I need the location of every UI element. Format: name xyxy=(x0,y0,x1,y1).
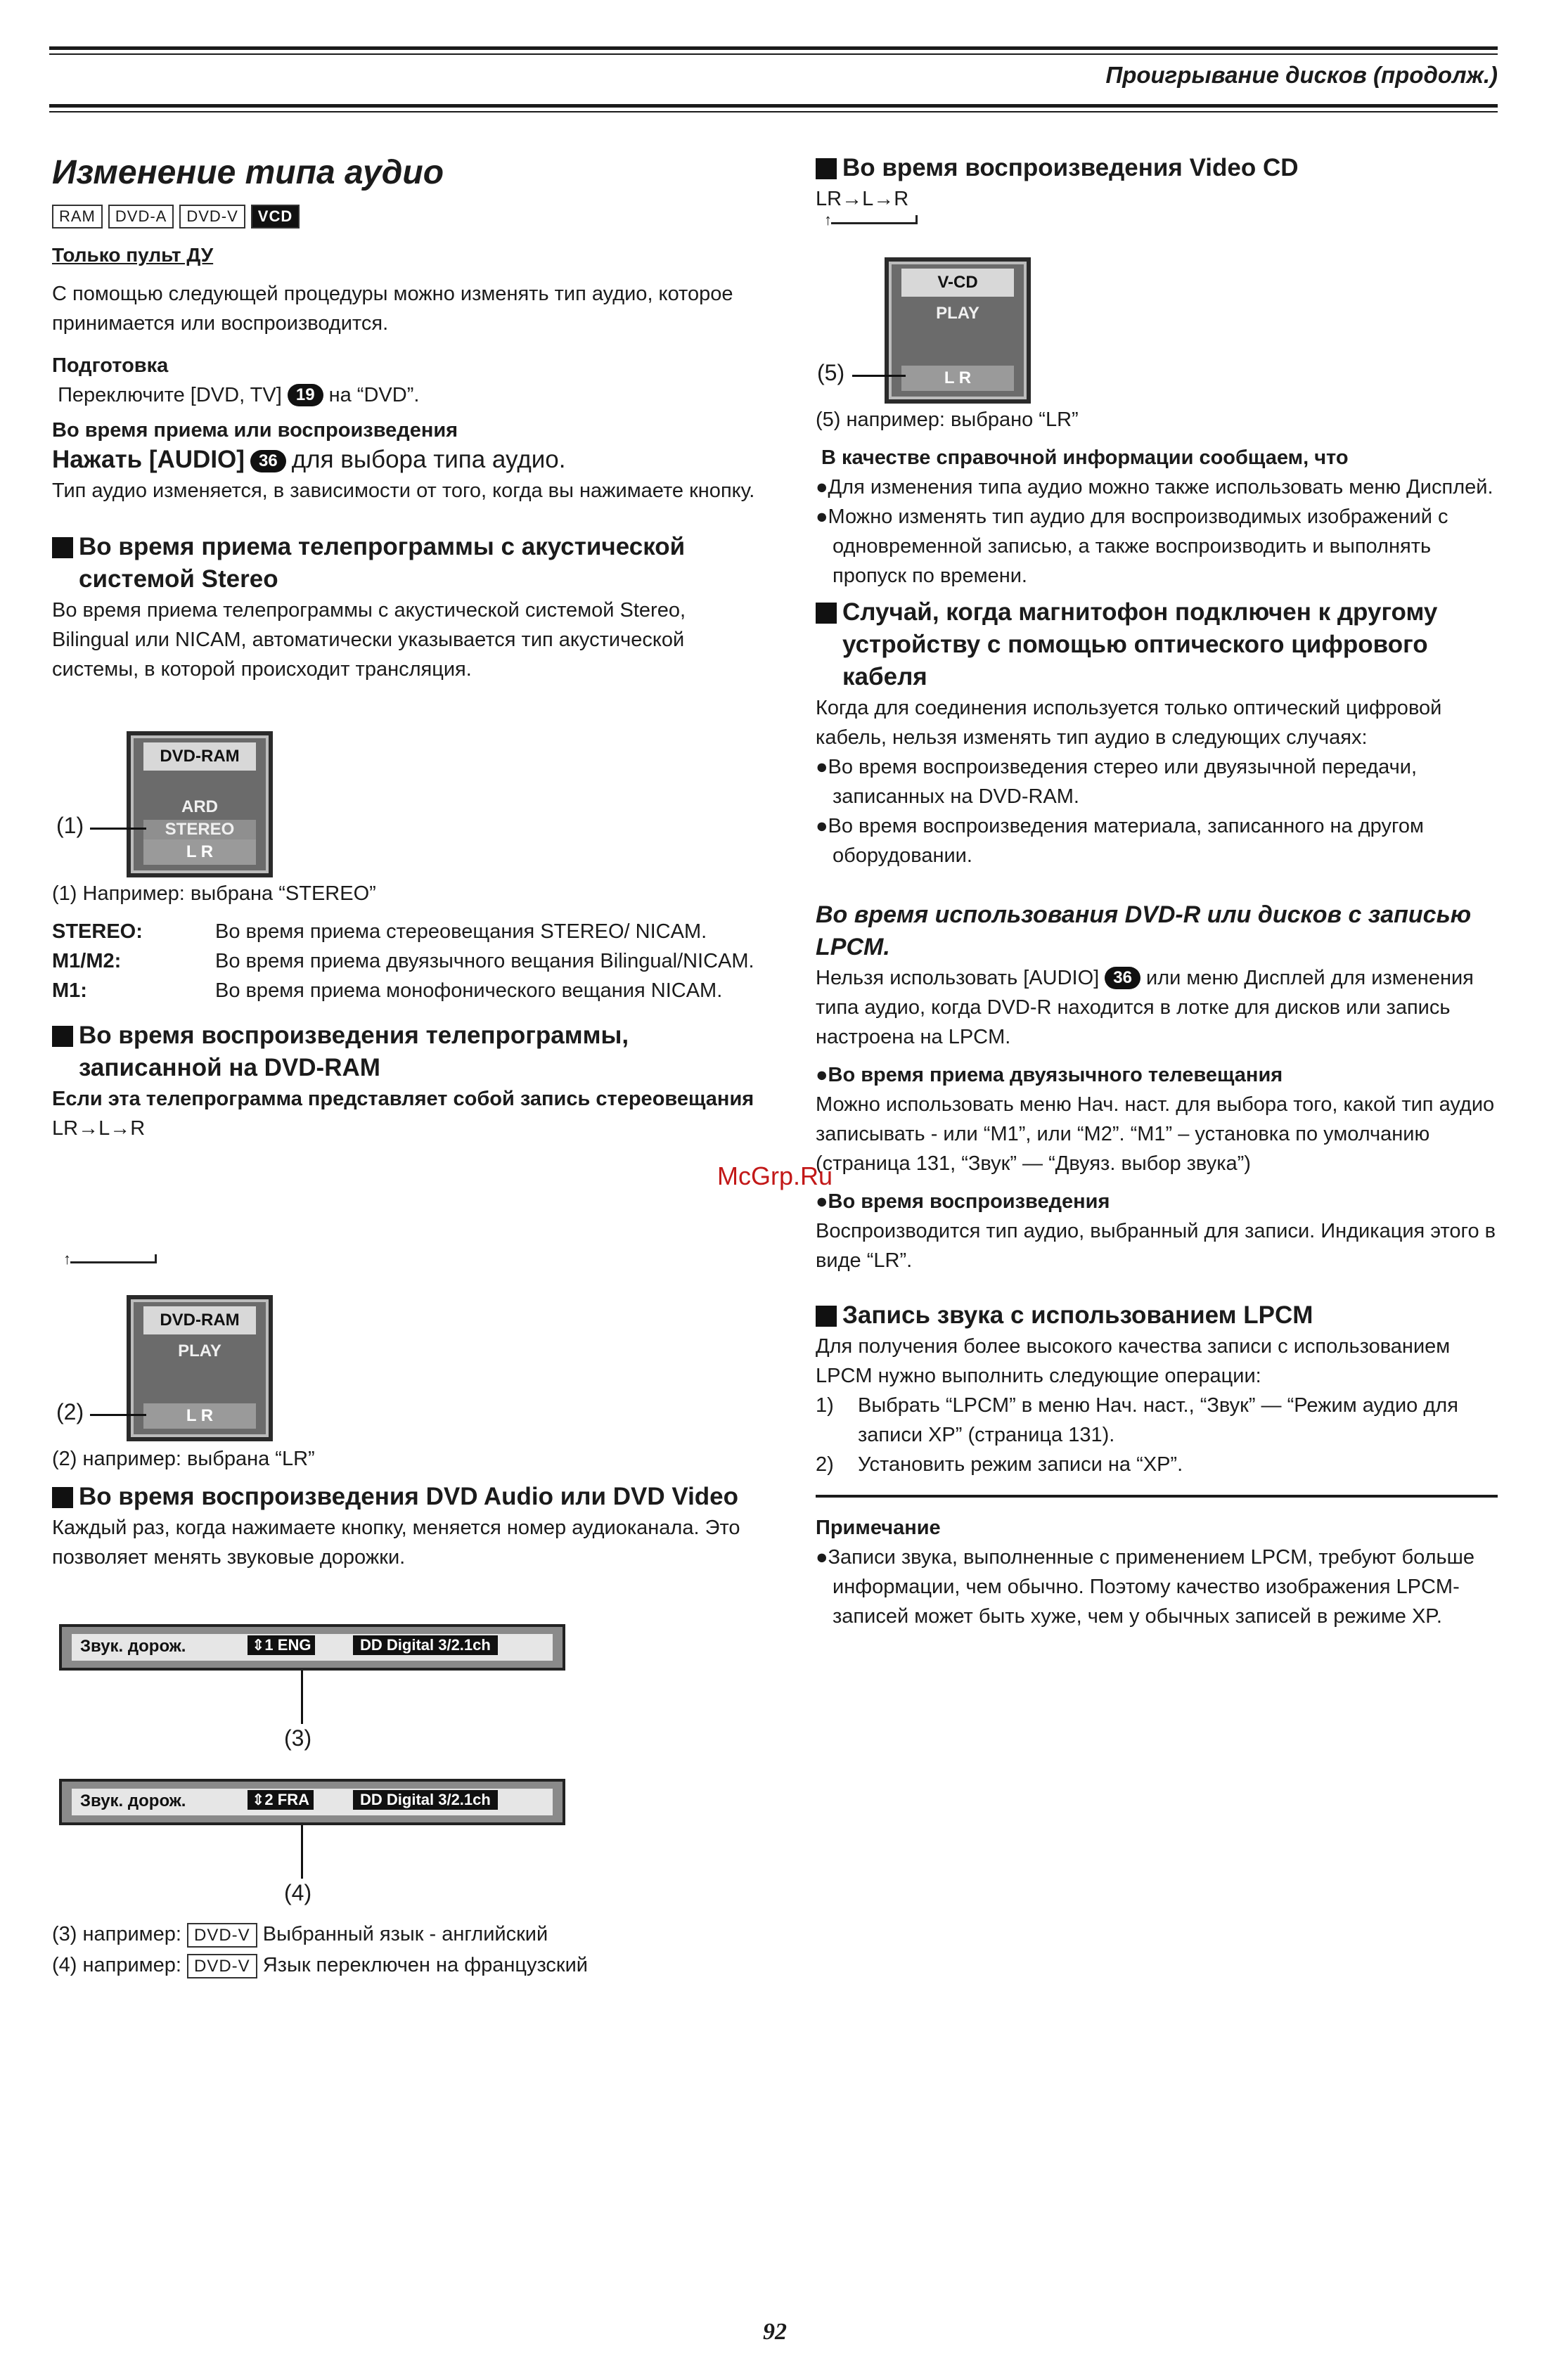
header-rule xyxy=(49,104,1498,108)
prep-text-end: на “DVD”. xyxy=(328,384,420,406)
bilingual-text: Можно использовать меню Нач. наст. для выбора того, какой тип аудио записывать - или “M1”, или “M2”. “M1” – установка по умолчанию (страница 131, “Звук” — “Двуяз. выбор звука”) xyxy=(816,1093,1495,1175)
sec-dvdr-text xyxy=(816,963,1498,1052)
def-key: M1/M2: xyxy=(52,950,122,972)
track-value: ⇕1 ENG xyxy=(248,1635,315,1655)
sequence-lr-vcd: LR→L→R xyxy=(816,188,909,210)
ref-item: ●Для изменения типа аудио можно также использовать меню Дисплей. xyxy=(816,476,1493,498)
sec-dvdr-title: Во время использования DVD-R или дисков с записью LPCM. xyxy=(816,901,1472,960)
caption-3-text: Выбранный язык - английский xyxy=(262,1923,548,1945)
osd-caption: V-CD xyxy=(901,269,1014,297)
tag-dvd-v: DVD-V xyxy=(179,205,245,229)
disc-tags xyxy=(52,205,762,229)
press-line xyxy=(52,445,762,476)
sec-dvd-audio-text: Каждый раз, когда нажимаете кнопку, меняется номер аудиоканала. Это позволяет менять звуковые дорожки. xyxy=(52,1517,740,1569)
section-heading: Изменение типа аудио xyxy=(52,154,444,191)
caption-3 xyxy=(52,1919,762,1950)
note-divider xyxy=(816,1495,1498,1498)
def-value: Во время приема монофонического вещания NICAM. xyxy=(215,979,723,1002)
definition-list xyxy=(52,917,762,1005)
callout-3: (3) xyxy=(284,1725,312,1751)
osd-play: PLAY xyxy=(178,1341,221,1360)
left-column-2 xyxy=(52,879,762,1143)
tag-dvd-a: DVD-A xyxy=(108,205,174,229)
left-column xyxy=(52,153,762,684)
step-text: Установить режим записи на “XP”. xyxy=(858,1453,1183,1476)
header-rule-thin xyxy=(49,111,1498,112)
tag-vcd: VCD xyxy=(251,205,300,229)
press-instruction-end: для выбора типа аудио. xyxy=(291,446,566,473)
caption-4-prefix: (4) например: xyxy=(52,1954,181,1976)
leader-5 xyxy=(852,375,906,377)
caption-4-text: Язык переключен на французский xyxy=(262,1954,589,1976)
optical-item: ●Во время воспроизведения материала, записанного на другом оборудовании. xyxy=(816,815,1424,867)
playback-text: Воспроизводится тип аудио, выбранный для записи. Индикация этого в виде “LR”. xyxy=(816,1220,1496,1272)
page-number: 92 xyxy=(763,2319,787,2345)
track-digital: DD Digital 3/2.1ch xyxy=(353,1790,498,1810)
right-column xyxy=(816,152,1498,214)
optical-item: ●Во время воспроизведения стерео или двуязычной передачи, записанных на DVD-RAM. xyxy=(816,756,1418,808)
osd-stereo: STEREO xyxy=(143,820,256,839)
audio-track-bar-eng xyxy=(59,1624,565,1671)
step-text: Выбрать “LPCM” в меню Нач. наст., “Звук” — “Режим аудио для записи XP” (страница 131). xyxy=(858,1394,1458,1446)
dvdr-text-a: Нельзя использовать [AUDIO] xyxy=(816,967,1100,989)
osd-lr: L R xyxy=(143,1403,256,1429)
prep-line xyxy=(52,380,762,410)
note-title: Примечание xyxy=(816,1517,941,1539)
osd-screen-vcd xyxy=(885,257,1031,404)
sequence-loop xyxy=(70,1254,157,1263)
left-column-3 xyxy=(52,1444,762,1572)
page-ref-36: 36 xyxy=(1105,967,1140,989)
track-digital: DD Digital 3/2.1ch xyxy=(353,1635,498,1655)
leader-2 xyxy=(90,1414,146,1416)
press-desc: Тип аудио изменяется, в зависимости от того, когда вы нажимаете кнопку. xyxy=(52,480,755,502)
intro-text: С помощью следующей процедуры можно изменять тип аудио, которое принимается или воспроизводится. xyxy=(52,283,733,335)
prep-text: Переключите [DVD, TV] xyxy=(58,384,282,406)
leader-1 xyxy=(90,828,146,830)
ref-item: ●Можно изменять тип аудио для воспроизводимых изображений с одновременной записью, а также воспроизводить и выполнять пропуск по времени. xyxy=(816,506,1448,587)
osd-lr: L R xyxy=(143,839,256,865)
osd-channel: ARD xyxy=(181,797,218,816)
audio-track-bar-fra xyxy=(59,1779,565,1825)
sequence-back-arrow: ↑ xyxy=(824,211,832,229)
page-ref-36: 36 xyxy=(250,450,286,472)
note-text: ●Записи звука, выполненные с применением LPCM, требуют больше информации, чем обычно. Поэтому качество изображения LPCM-записей может быть хуже, чем у обычных записей в режиме XP. xyxy=(816,1546,1475,1628)
right-column-2 xyxy=(816,405,1498,1631)
top-rule-thin xyxy=(49,53,1498,55)
def-key: M1: xyxy=(52,979,87,1002)
sec-lpcm-title: Запись звука с использованием LPCM xyxy=(816,1299,1498,1332)
track-value: ⇕2 FRA xyxy=(248,1790,314,1810)
osd-screen-stereo xyxy=(127,731,273,877)
track-label: Звук. дорож. xyxy=(80,1637,186,1656)
tag-ram: RAM xyxy=(52,205,103,229)
caption-2: (2) например: выбрана “LR” xyxy=(52,1448,315,1470)
step-list xyxy=(816,1391,1498,1479)
sec-dvdram-title: Во время воспроизведения телепрограммы, записанной на DVD-RAM xyxy=(52,1019,762,1084)
def-value: Во время приема двуязычного вещания Bilingual/NICAM. xyxy=(215,950,754,972)
sequence-lr: LR→L→R xyxy=(52,1117,146,1140)
ref-title: В качестве справочной информации сообщаем, что xyxy=(821,446,1349,469)
step-number: 1) xyxy=(816,1394,834,1417)
watermark: McGrp.Ru xyxy=(717,1162,833,1190)
def-key: STEREO: xyxy=(52,920,143,943)
left-captions xyxy=(52,1919,762,1981)
caption-1: (1) Например: выбрана “STEREO” xyxy=(52,882,376,905)
sec-stereo-text: Во время приема телепрограммы с акустической системой Stereo, Bilingual или NICAM, автоматически указывается тип акустической системы, в которой происходит трансляция. xyxy=(52,599,686,681)
during-label: Во время приема или воспроизведения xyxy=(52,419,458,442)
osd-caption: DVD-RAM xyxy=(143,1306,256,1334)
caption-5: (5) например: выбрано “LR” xyxy=(816,408,1079,431)
page-ref-19: 19 xyxy=(288,384,323,406)
sec-optical-title: Случай, когда магнитофон подключен к другому устройству с помощью оптического цифрового кабеля xyxy=(816,596,1498,693)
sec-vcd-title: Во время воспроизведения Video CD xyxy=(816,152,1498,184)
sec-lpcm-text: Для получения более высокого качества записи с использованием LPCM нужно выполнить следующие операции: xyxy=(816,1335,1451,1387)
prep-label: Подготовка xyxy=(52,354,169,377)
caption-4 xyxy=(52,1950,762,1981)
callout-1: (1) xyxy=(56,813,84,838)
tag-dvd-v: DVD-V xyxy=(187,1923,257,1948)
step-number: 2) xyxy=(816,1453,834,1476)
def-value: Во время приема стереовещания STEREO/ NICAM. xyxy=(215,920,707,943)
sec-optical-text: Когда для соединения используется только оптический цифровой кабель, нельзя изменять тип аудио в следующих случаях: xyxy=(816,697,1442,749)
sequence-loop xyxy=(831,215,918,224)
dvdr-text-b: или меню Дисплей для изменения типа аудио, когда DVD-R находится в лотке для дисков или запись настроена на LPCM. xyxy=(816,967,1474,1048)
tag-dvd-v: DVD-V xyxy=(187,1954,257,1978)
running-header: Проигрывание дисков (продолж.) xyxy=(1105,62,1498,88)
remote-only-label: Только пульт ДУ xyxy=(52,244,214,266)
sec-dvd-audio-title: Во время воспроизведения DVD Audio или DVD Video xyxy=(52,1481,762,1513)
sec-stereo-title: Во время приема телепрограммы с акустической системой Stereo xyxy=(52,531,762,596)
top-rule xyxy=(49,46,1498,50)
osd-caption: DVD-RAM xyxy=(143,742,256,771)
osd-play: PLAY xyxy=(936,304,979,323)
bilingual-title: ●Во время приема двуязычного телевещания xyxy=(816,1064,1283,1086)
callout-5: (5) xyxy=(817,360,845,385)
sequence-back-arrow: ↑ xyxy=(63,1250,71,1268)
osd-screen-dvdram xyxy=(127,1295,273,1441)
leader-3 xyxy=(301,1671,303,1724)
leader-4 xyxy=(301,1825,303,1879)
track-label: Звук. дорож. xyxy=(80,1791,186,1810)
playback-title: ●Во время воспроизведения xyxy=(816,1190,1110,1213)
caption-3-prefix: (3) например: xyxy=(52,1923,181,1945)
callout-2: (2) xyxy=(56,1399,84,1424)
osd-lr: L R xyxy=(901,366,1014,391)
sec-dvdram-sub: Если эта телепрограмма представляет собой запись стереовещания xyxy=(52,1088,754,1110)
press-instruction: Нажать [AUDIO] xyxy=(52,446,245,473)
callout-4: (4) xyxy=(284,1880,312,1905)
